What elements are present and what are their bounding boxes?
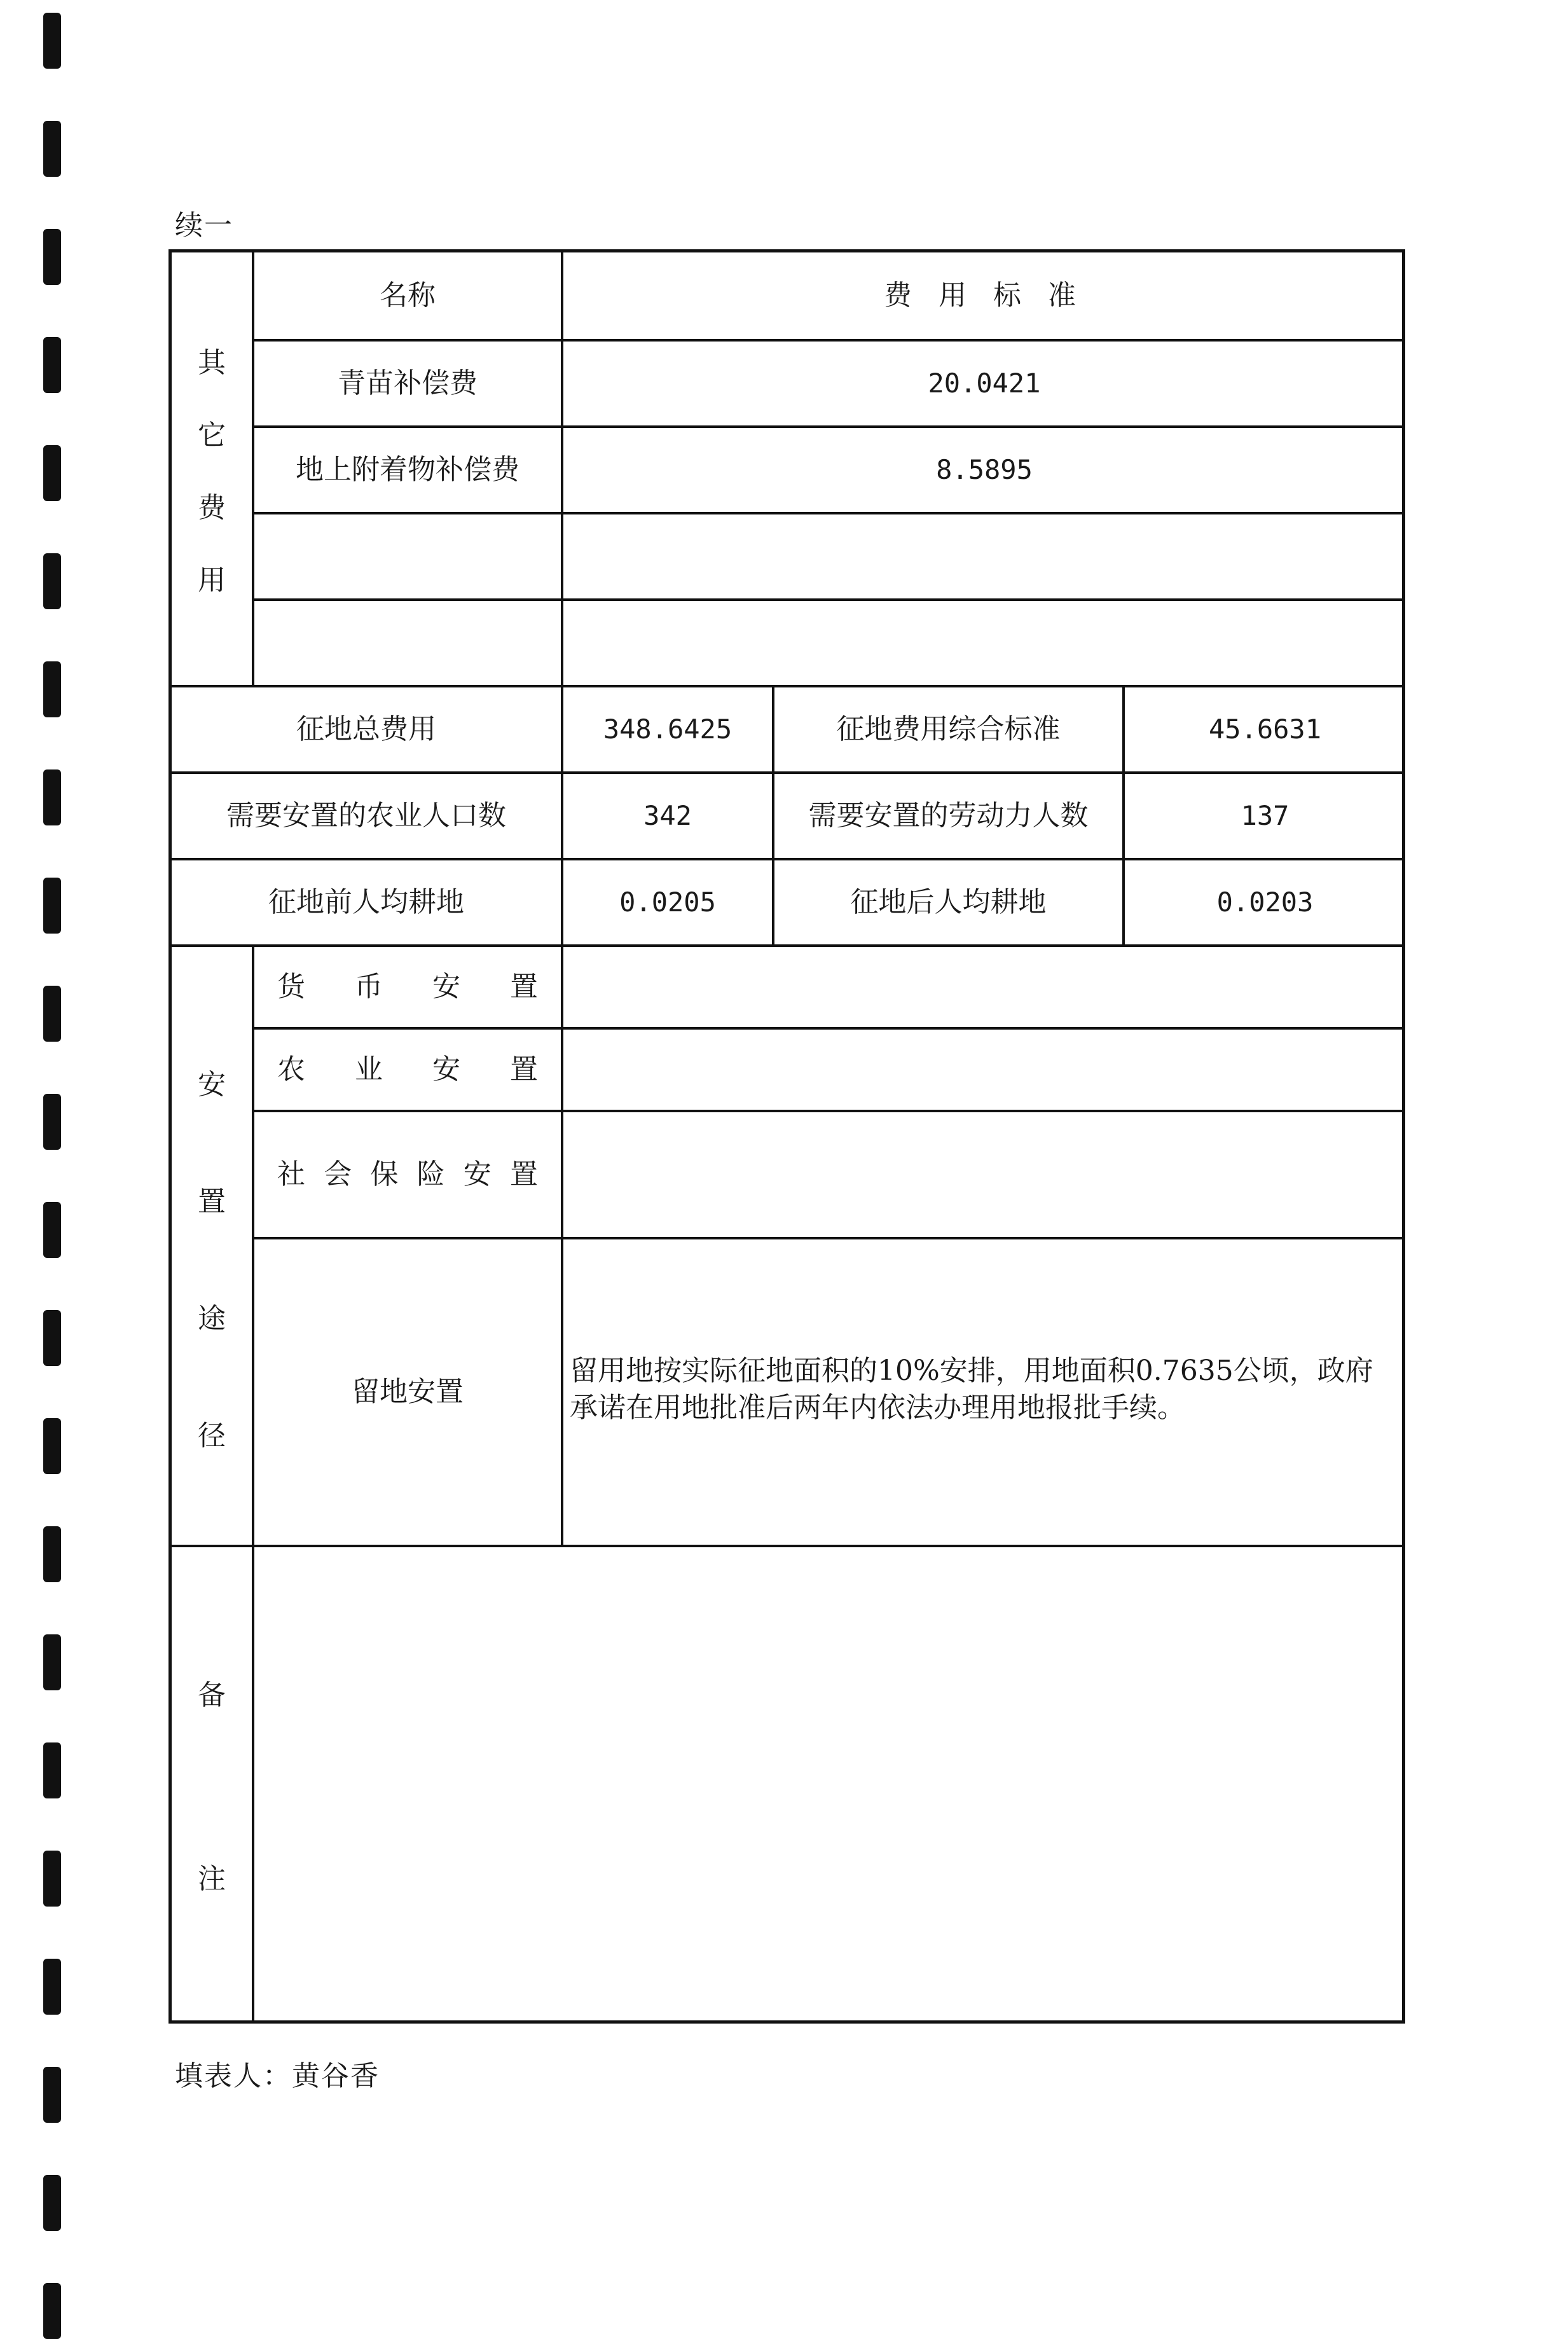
binding-hole <box>43 553 61 609</box>
binding-hole <box>43 1202 61 1258</box>
after-farmland-label: 征地后人均耕地 <box>850 886 1047 919</box>
agri-population-value: 342 <box>643 799 692 831</box>
agri-population-label: 需要安置的农业人口数 <box>226 799 506 832</box>
land-acquisition-form <box>168 249 1405 2024</box>
resettlement-group-label: 安 置 途 径 <box>198 1068 226 1452</box>
binding-hole <box>43 986 61 1042</box>
binding-hole <box>43 2175 61 2231</box>
other-fees-group-label: 其 它 费 用 <box>198 347 226 597</box>
continuation-label: 续一 <box>175 209 233 242</box>
binding-hole <box>43 1742 61 1798</box>
comprehensive-standard-value: 45.6631 <box>1208 713 1321 745</box>
binding-hole <box>43 121 61 177</box>
fee-value-attachments: 8.5895 <box>936 453 1033 485</box>
reserved-land-label: 留地安置 <box>352 1376 464 1409</box>
before-farmland-label: 征地前人均耕地 <box>268 886 464 919</box>
binding-hole <box>43 445 61 501</box>
monetary-resettlement-label: 货 币 安 置 <box>277 970 538 1004</box>
remarks-label: 备 注 <box>198 1678 226 1895</box>
remarks-content <box>254 1547 1405 2020</box>
fee-name-empty-1 <box>254 514 561 598</box>
binding-hole <box>43 1634 61 1690</box>
col-header-name: 名称 <box>380 279 436 312</box>
col-header-standard: 费 用 标 准 <box>884 279 1085 312</box>
binding-hole <box>43 1094 61 1150</box>
binding-hole <box>43 337 61 393</box>
labor-count-value: 137 <box>1241 799 1289 831</box>
total-fee-value: 348.6425 <box>603 713 732 745</box>
binding-hole <box>43 1959 61 2015</box>
binding-hole <box>43 878 61 934</box>
binding-hole <box>43 661 61 717</box>
grid-line <box>561 944 563 1545</box>
fee-name-empty-2 <box>254 601 561 685</box>
binding-hole <box>43 1526 61 1582</box>
agricultural-resettlement-label: 农 业 安 置 <box>277 1053 538 1086</box>
fee-value-empty-2 <box>563 601 1405 685</box>
fee-name-seedling: 青苗补偿费 <box>338 367 478 400</box>
fee-name-attachments: 地上附着物补偿费 <box>296 453 519 486</box>
fee-value-empty-1 <box>563 514 1405 598</box>
filler-label: 填表人： <box>175 2060 292 2092</box>
fee-value-seedling: 20.0421 <box>928 367 1041 399</box>
social-security-resettlement-label: 社 会 保 险 安 置 <box>277 1158 538 1191</box>
before-farmland-value: 0.0205 <box>619 886 716 918</box>
binding-hole <box>43 13 61 69</box>
binding-hole <box>43 769 61 825</box>
binding-holes <box>43 0 69 2252</box>
binding-hole <box>43 1418 61 1474</box>
labor-count-label: 需要安置的劳动力人数 <box>808 799 1089 832</box>
filler-name: 黄谷香 <box>292 2060 380 2092</box>
binding-hole <box>43 1310 61 1366</box>
binding-hole <box>43 1851 61 1907</box>
reserved-land-description: 留用地按实际征地面积的10%安排，用地面积0.7635公顷，政府 承诺在用地批准后两年内依法办理用地报批手续。 <box>570 1355 1373 1424</box>
total-fee-label: 征地总费用 <box>296 713 436 746</box>
comprehensive-standard-label: 征地费用综合标准 <box>836 713 1061 746</box>
after-farmland-value: 0.0203 <box>1216 886 1314 918</box>
binding-hole <box>43 229 61 285</box>
binding-hole <box>43 2067 61 2123</box>
binding-hole <box>43 2283 61 2339</box>
form-filler <box>175 2053 380 2094</box>
